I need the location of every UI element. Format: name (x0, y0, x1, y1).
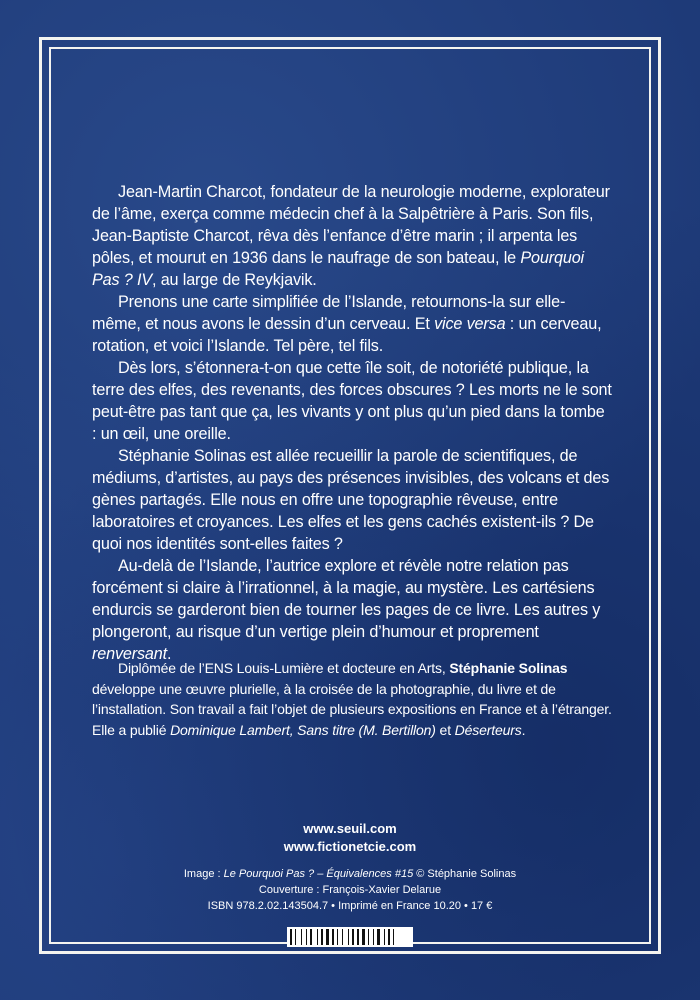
isbn-line: ISBN 978.2.02.143504.7 • Imprimé en France 10.20 • 17 € (207, 900, 493, 912)
barcode-bar (352, 929, 354, 945)
barcode-bar (393, 929, 394, 945)
barcode-bar (362, 929, 365, 945)
barcode-bar (342, 929, 343, 945)
barcode-bar (330, 929, 331, 945)
barcode-bar (326, 929, 329, 945)
barcode-bar (313, 929, 316, 945)
barcode-bar (350, 929, 351, 945)
barcode-bar (381, 929, 383, 945)
author-bio: Diplômée de l’ENS Louis-Lumière et docteure en Arts, Stéphanie Solinas développe une œuvre plurielle, à la croisée de la photographie, du livre et de l’installation. Son travail a fait l’objet de plusieurs expositions en France et à l’étranger. Elle a publié Dominique Lambert, Sans titre (M. Bertillon) et Déserteurs. (92, 660, 612, 738)
barcode-bar (332, 929, 334, 945)
cover-credit: Couverture : François-Xavier Delarue (258, 884, 442, 896)
barcode-bar (355, 929, 356, 945)
barcode-bar (370, 929, 372, 945)
book-title-1: Dominique Lambert, Sans titre (M. Bertillon) (170, 721, 436, 738)
blurb-paragraph-1: Jean-Martin Charcot, fondateur de la neurologie moderne, explorateur de l’âme, exerça comme médecin chef à la Salpêtrière à Paris. Son fils, Jean-Baptiste Charcot, rêva dès l’enfance d’être marin ; il arpenta les pôles, et mourut en 1936 dans le naufrage de son bateau, le Pourquoi Pas ? IV, au large de Reykjavik. (92, 183, 610, 289)
blurb-paragraph-4: Stéphanie Solinas est allée recueillir la parole de scientifiques, de médiums, d’artistes, au pays des présences invisibles, des volcans et des gènes partagés. Elle nous en offre une topographie rêveuse, entre laboratoires et croyances. Les elfes et les gens cachés existent-ils ? De quoi nos identités sont-elles faites ? (92, 447, 610, 553)
barcode-bar (395, 929, 398, 945)
barcode-bar (335, 929, 336, 945)
barcode-bar (388, 929, 390, 945)
back-cover-blurb (92, 181, 612, 665)
barcode-bar (377, 929, 380, 945)
image-credit: Image : Le Pourquoi Pas ? – Équivalences #15 © Stéphanie Solinas (183, 868, 517, 880)
author-name: Stéphanie Solinas (449, 660, 568, 676)
credits-block (0, 866, 700, 914)
book-title-2: Déserteurs (454, 721, 522, 738)
barcode-bar (321, 929, 323, 945)
barcode-bar (337, 929, 338, 945)
blurb-paragraph-2: Prenons une carte simplifiée de l’Islande, retournons-la sur elle-même, et nous avons le dessin d’un cerveau. Et vice versa : un cerveau, rotation, et voici l’Islande. Tel père, tel fils. (92, 293, 602, 355)
barcode-bar (317, 929, 318, 945)
barcode-bar (297, 929, 300, 945)
barcode-bar (339, 929, 341, 945)
barcode-bar (310, 929, 312, 945)
barcode-bar (366, 929, 367, 945)
blurb-paragraph-5: Au-delà de l’Islande, l’autrice explore et révèle notre relation pas forcément si claire à l’irrationnel, à la magie, au mystère. Les cartésiens endurcis se garderont bien de tourner les pages de ce livre. Les autres y plongeront, au risque d’un vertige plein d’humour et proprement renversant. (92, 557, 601, 663)
barcode (287, 927, 413, 947)
barcode-bar (295, 929, 296, 945)
url-seuil[interactable]: www.seuil.com (303, 821, 397, 836)
url-fictionetcie[interactable]: www.fictionetcie.com (283, 839, 417, 854)
barcode-bar (384, 929, 385, 945)
barcode-bar (391, 929, 392, 945)
barcode-bar (386, 929, 387, 945)
barcode-bar (344, 929, 347, 945)
barcode-bar (348, 929, 349, 945)
blurb-paragraph-3: Dès lors, s’étonnera-t-on que cette île soit, de notoriété publique, la terre des elfes, des revenants, des forces obscures ? Les morts ne le sont peut-être pas tant que ça, les vivants y ont plus qu’un pied dans la tombe : un œil, une oreille. (92, 359, 612, 443)
barcode-bar (373, 929, 374, 945)
barcode-bar (293, 929, 294, 945)
barcode-bar (290, 929, 292, 945)
barcode-bar (324, 929, 325, 945)
publisher-urls (0, 820, 700, 856)
barcode-bar (308, 929, 309, 945)
barcode-bar (368, 929, 369, 945)
barcode-bar (319, 929, 320, 945)
barcode-bar (360, 929, 361, 945)
barcode-bar (357, 929, 359, 945)
barcode-bar (303, 929, 305, 945)
barcode-bar (306, 929, 307, 945)
barcode-bar (301, 929, 302, 945)
barcode-bar (375, 929, 376, 945)
